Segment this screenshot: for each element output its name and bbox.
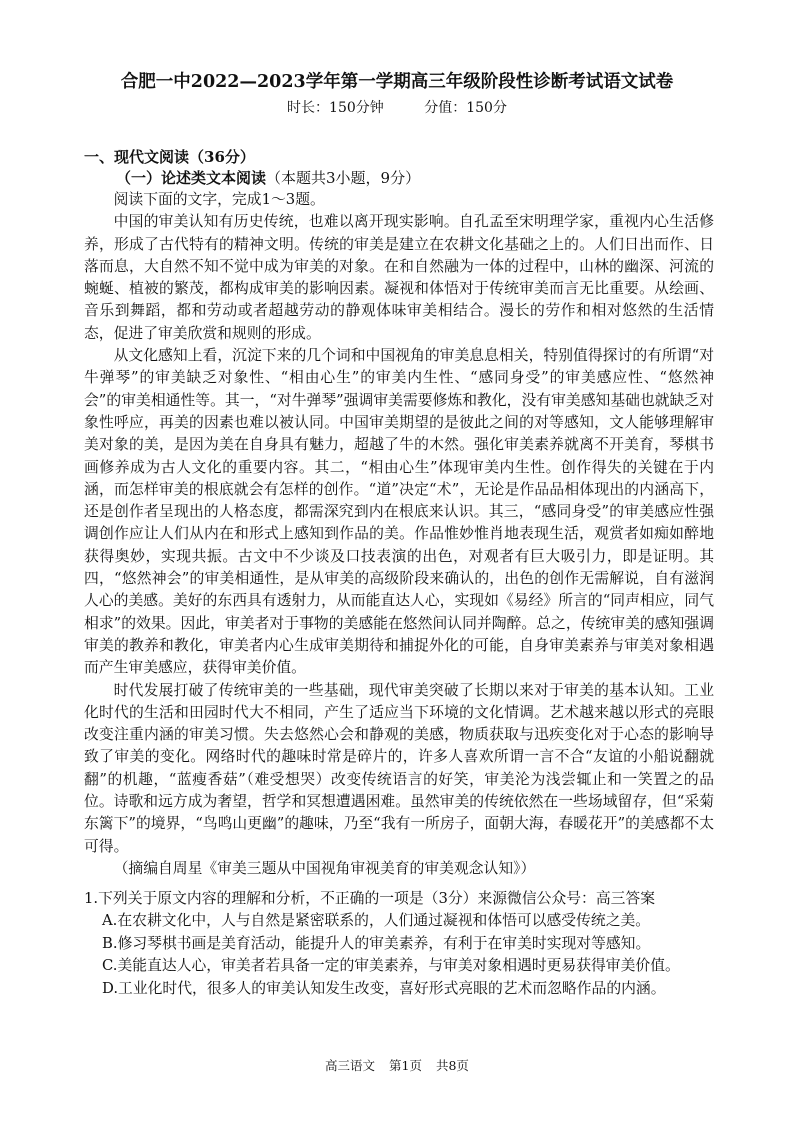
exam-duration: 时长：150分钟 [287, 100, 384, 116]
subsection-note: （本题共3小题，9分） [266, 169, 421, 187]
question-option-b: B.修习琴棋书画是美育活动，能提升人的审美素养，有利于在审美时实现对等感知。 [102, 934, 651, 952]
section-heading: 一、现代文阅读（36分） [84, 148, 255, 166]
passage-source: （摘编自周星《审美三题从中国视角审视美育的审美观念认知》） [113, 859, 536, 877]
exam-meta [60, 98, 734, 118]
exam-score: 分值：150分 [424, 100, 507, 116]
footer-subject: 高三语文 [325, 1058, 376, 1073]
page-footer [0, 1058, 794, 1074]
footer-page-number: 第1页 [389, 1058, 422, 1073]
question-option-c: C.美能直达人心，审美者若具备一定的审美素养，与审美对象相遇时更易获得审美价值。 [102, 957, 680, 975]
passage-paragraph: 中国的审美认知有历史传统，也难以离开现实影响。自孔孟至宋明理学家，重视内心生活修养，形成了古代特有的精神文明。传统的审美是建立在农耕文化基础之上的。人们日出而作、日落而息，大自然不知不觉中成为审美的对象。在和自然融为一体的过程中，山林的幽深、河流的蜿蜒、植被的繁茂，都构成审美的影响因素。凝视和体悟对于传统审美而言无比重要。从绘画、音乐到舞蹈，都和劳动或者超越劳动的静观体味审美相结合。漫长的劳作和相对悠然的生活情态，促进了审美欣赏和规则的形成。 [84, 213, 714, 342]
question-1 [84, 888, 724, 1000]
subsection-title: （一）论述类文本阅读 [116, 169, 267, 187]
passage-paragraph: 从文化感知上看，沉淀下来的几个词和中国视角的审美息息相关，特别值得探讨的有所谓“对牛弹琴”的审美缺乏对象性、“相由心生”的审美内生性、“感同身受”的审美感应性、“悠然神会”的审美相通性等。其一，“对牛弹琴”强调审美需要修炼和教化，没有审美感知基础也就缺乏对象性呼应，再美的因素也难以被认同。中国审美期望的是彼此之间的对等感知，文人能够理解审美对象的美，是因为美在自身具有魅力，超越了牛的木然。强化审美素养就离不开美育，琴棋书画修养成为古人文化的重要内容。其二，“相由心生”体现审美内生性。创作得失的关键在于内涵，而怎样审美的根底就会有怎样的创作。“道”决定“术”，无论是作品品相体现出的内涵高下，还是创作者呈现出的人格态度，都需深究到内在根底来认识。其三，“感同身受”的审美感应性强调创作应让人们从内在和形式上感知到作品的美。作品惟妙惟肖地表现生活，观赏者如痴如醉地获得奥妙，实现共振。古文中不少谈及口技表演的出色，对观者有巨大吸引力，即是证明。其四，“悠然神会”的审美相通性，是从审美的高级阶段来确认的，出色的创作无需解说，自有滋润人心的美感。美好的东西具有透射力，从而能直达人心，实现如《易经》所言的“同声相应，同气相求”的效果。因此，审美者对于事物的美感能在悠然间认同并陶醉。总之，传统审美的感知强调审美的教养和教化，审美者内心生成审美期待和捕捉外化的可能，自身审美素养与审美对象相遇而产生审美感应，获得审美价值。 [84, 347, 714, 677]
exam-title: 合肥一中2022—2023学年第一学期高三年级阶段性诊断考试语文试卷 [120, 72, 674, 92]
passage-instruction: 阅读下面的文字，完成1～3题。 [113, 191, 325, 208]
reading-passage [84, 189, 714, 880]
question-option-a: A.在农耕文化中，人与自然是紧密联系的，人们通过凝视和体悟可以感受传统之美。 [102, 912, 651, 930]
question-stem: 1.下列关于原文内容的理解和分析，不正确的一项是（3分）来源微信公众号：高三答案 [84, 890, 656, 907]
footer-total-pages: 共8页 [435, 1058, 469, 1073]
passage-paragraph: 时代发展打破了传统审美的一些基础，现代审美突破了长期以来对于审美的基本认知。工业化时代的生活和田园时代大不相同，产生了适应当下环境的文化情调。艺术越来越以形式的亮眼改变注重内涵的审美习惯。失去悠然心会和静观的美感，物质获取与迅疾变化对于心态的影响导致了审美的变化。网络时代的趣味时常是碎片的，许多人喜欢所谓一言不合“友谊的小船说翻就翻”的机趣，“蓝瘦香菇”（难受想哭）改变传统语言的好笑，审美沦为浅尝辄止和一笑置之的品位。诗歌和远方成为奢望，哲学和冥想遭遇困难。虽然审美的传统依然在一些场域留存，但“采菊东篱下”的境界，“鸟鸣山更幽”的趣味，乃至“我有一所房子，面朝大海，春暖花开”的美感都不太可得。 [84, 681, 714, 855]
subsection-heading [116, 168, 420, 188]
question-option-d: D.工业化时代，很多人的审美认知发生改变，喜好形式亮眼的艺术而忽略作品的内涵。 [102, 979, 666, 997]
